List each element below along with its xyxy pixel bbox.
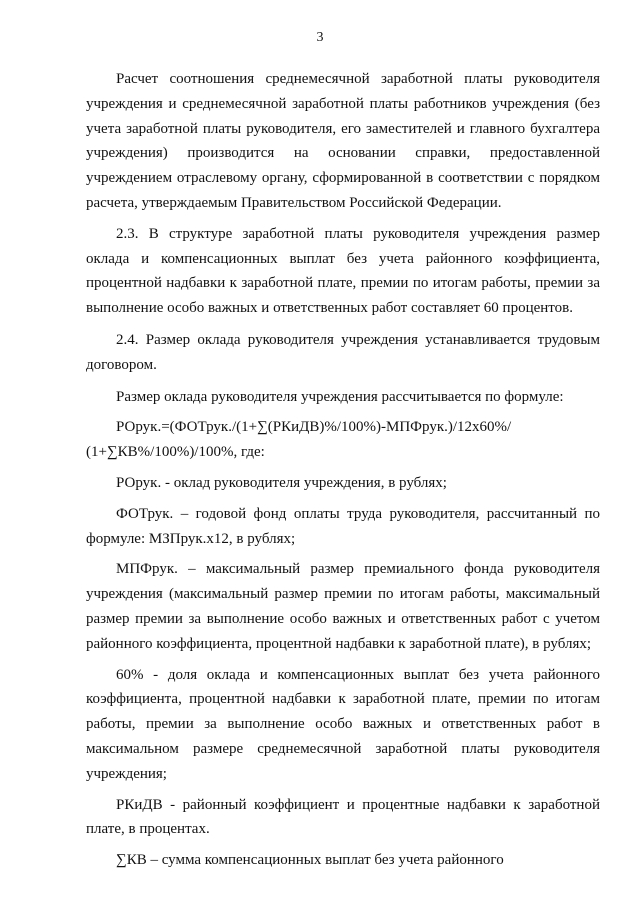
paragraph-2-4: 2.4. Размер оклада руководителя учреждения устанавливается трудовым договором.: [86, 331, 600, 373]
definition-sum-kv: ∑КВ – сумма компенсационных выплат без учета районного: [116, 852, 504, 869]
page-number: 3: [316, 30, 324, 45]
definition-mpfruk: МПФрук. – максимальный размер премиального фонда руководителя учреждения (максимальный размер премии по итогам работы, максимальный размер премии за выполнение особо важных и ответственных работ с учетом районного коэффициента, процентной надбавки к заработной плате), в рублях;: [86, 561, 600, 652]
document-body: [86, 67, 600, 879]
definition-fotruk: ФОТрук. – годовой фонд оплаты труда руководителя, рассчитанный по формуле: МЗПрук.х12, в рублях;: [86, 505, 600, 547]
definition-rkidv: РКиДВ - районный коэффициент и процентные надбавки к заработной плате, в процентах.: [86, 796, 600, 838]
formula-text: РОрук.=(ФОТрук./(1+∑(РКиДВ)%/100%)-МПФрук.)/12х60%/ (1+∑КВ%/100%)/100%, где:: [86, 419, 512, 461]
definition-porук: РОрук. - оклад руководителя учреждения, в рублях;: [116, 474, 447, 491]
definition-60-percent: 60% - доля оклада и компенсационных выплат без учета районного коэффициента, процентной надбавки к заработной плате, премии по итогам работы, премии за выполнение особо важных и ответственных работ в максимальном размере среднемесячной заработной платы руководителя учреждения;: [86, 666, 600, 782]
paragraph-formula-intro: Размер оклада руководителя учреждения рассчитывается по формуле:: [116, 388, 564, 405]
paragraph-ratio-calculation: Расчет соотношения среднемесячной заработной платы руководителя учреждения и среднемесячной заработной платы работников учреждения (без учета заработной платы руководителя, его заместителей и главного бухгалтера учреждения) производится на основании справки, предоставленной учреждением отраслевому органу, сформированной в соответствии с порядком расчета, утверждаемым Правительством Российской Федерации.: [86, 71, 600, 211]
paragraph-2-3: 2.3. В структуре заработной платы руководителя учреждения размер оклада и компенсационных выплат без учета районного коэффициента, процентной надбавки к заработной плате, премии по итогам работы, премии за выполнение особо важных и ответственных работ составляет 60 процентов.: [86, 225, 600, 317]
